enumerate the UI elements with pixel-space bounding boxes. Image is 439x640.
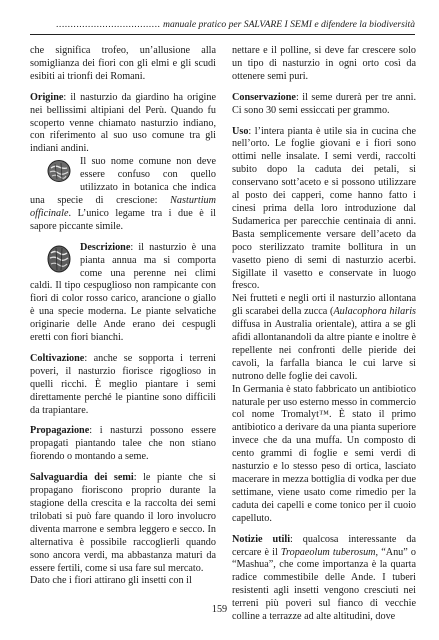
origine-paragraph-2: Il suo nome comune non deve essere confuso con quello utilizzato in botanica che indica una specie di crescione: Nasturtium officinale. L’unico legame tra i due è il sapore piccante simile.: [30, 156, 216, 232]
uso-paragraph-2: Nei frutteti e negli orti il nasturzio allontana gli scarabei della zucca (Aulacophora hilaris diffusa in Australia orientale), attira a se gli afidi allontanandoli da altre piante e inoltre è repellente nei confronti delle pieride dei cavoli, la farfalla bianca le cui larve si nutrono delle foglie dei cavoli.: [232, 293, 416, 382]
notizie-heading: Notizie utili: [232, 533, 291, 545]
origine-paragraph: Origine: il nasturzio da giardino ha origine nei bellissimi altipiani del Perù. Quando fu scoperto venne chiamato nasturzio indiano, con riferimento al suo uso comune tra gli indiani andini.: [30, 91, 216, 155]
header-dots: ....................................: [56, 19, 161, 30]
propagazione-paragraph: Propagazione: i nasturzi possono essere propagati piantando talee che non stiano fiorendo o montando a seme.: [30, 425, 216, 463]
conservazione-heading: Conservazione: [232, 91, 296, 103]
uso-heading: Uso: [232, 125, 249, 137]
right-column: [232, 45, 416, 624]
header-title: manuale pratico per SALVARE I SEMI e difendere la biodiversità: [163, 19, 415, 30]
descrizione-paragraph: Descrizione: il nasturzio è una pianta annua ma si comporta come una perenne nei climi caldi. Il tipo cespuglioso non rampicante con fiori di color rosso carico, arancione o giallo è una specie moderna. Le piante selvatiche originarie delle Ande erano dei cespugli eretti con fiori bianchi.: [30, 241, 216, 344]
continuation-paragraph: nettare e il polline, si deve far crescere solo un tipo di nasturzio in ogni orto così da ottenere semi puri.: [232, 45, 416, 82]
coltivazione-paragraph: Coltivazione: anche se sopporta i terreni poveri, il nasturzio fiorisce rigoglioso in quelli ricchi. È meglio piantare i semi direttamente perché le piantine sono difficili da trapiantare.: [30, 352, 216, 416]
notizie-paragraph: Notizie utili: qualcosa interessante da cercare è il Tropaeolum tuberosum, “Anu” o “Mashua”, che come importanza è la quarta radice commestibile delle Ande. I tuberi resistenti agli insetti vengono cresciuti nei terreni più poveri sul fianco di vecchie colline a terrazze ad alte altitudini, dove: [232, 533, 416, 623]
intro-paragraph: che significa trofeo, un’allusione alla somiglianza dei fiori con gli elmi e gli scudi esibiti ai trionfi dei Romani.: [30, 45, 216, 82]
latin-aulacophora: Aulacophora hilaris: [333, 306, 416, 318]
uso-paragraph: Uso: l’intera pianta è utile sia in cucina che nell’orto. Le foglie giovani e i fiori sono ottimi nelle insalate. I semi verdi, raccolti subito dopo la caduta dei petali, si conservano sott’aceto e si possono utilizzare al posto dei capperi, come hanno fatto i cinesi prima della loro introduzione dal Sudamerica per parecchie centinaia di anni. Basta semplicemente versare dell’aceto da poco sterilizzato tramite bollitura in un vasetto pieno di semi di nasturzio acerbi. Sigillate il vasetto e conservate in luogo fresco.: [232, 125, 416, 292]
salvaguardia-paragraph: Salvaguardia dei semi: le piante che si propagano fioriscono proprio durante la stagione della crescita e la raccolta dei semi trilobati si può fare quando il loro involucro diventa marrone e sembra leggero e secco. In alternativa è possibile raccoglierli quando sono ancora verdi, ma abbastanza maturi da essere fertili, come si usa fare sul mercato.: [30, 472, 216, 574]
coltivazione-heading: Coltivazione: [30, 352, 85, 364]
conservazione-paragraph: Conservazione: il seme durerà per tre anni. Ci sono 30 semi essiccati per grammo.: [232, 91, 416, 116]
page-number: 159: [211, 604, 228, 615]
latin-nasturtium: Nasturtium officinale: [30, 194, 216, 219]
seed-illustration-2: [46, 244, 72, 274]
seed-illustration-1: [46, 158, 72, 184]
running-header: [30, 17, 415, 33]
salvaguardia-heading: Salvaguardia dei semi: [30, 472, 134, 484]
origine-heading: Origine: [30, 91, 64, 103]
salvaguardia-paragraph-2: Dato che i fiori attirano gli insetti con il: [30, 575, 192, 587]
propagazione-heading: Propagazione: [30, 425, 90, 437]
left-column: [30, 45, 216, 588]
uso-paragraph-3: In Germania è stato fabbricato un antibiotico naturale per uso esterno messo in commercio col nome Tromalyt™. È stato il primo antibiotico a derivare da una pianta superiore invece che da una muffa. Un composto di cento grammi di foglie e semi verdi di nasturzio e lo stesso peso di ortica, lasciato macerare in mezza bottiglia di vodka per due settimane, viene usato come rimedio per la caduta dei capelli e come tonico per il cuoio capelluto.: [232, 383, 416, 524]
header-rule: [30, 34, 415, 35]
latin-tropaeolum: Tropaeolum tuberosum: [280, 546, 376, 558]
descrizione-heading: Descrizione: [80, 241, 131, 253]
